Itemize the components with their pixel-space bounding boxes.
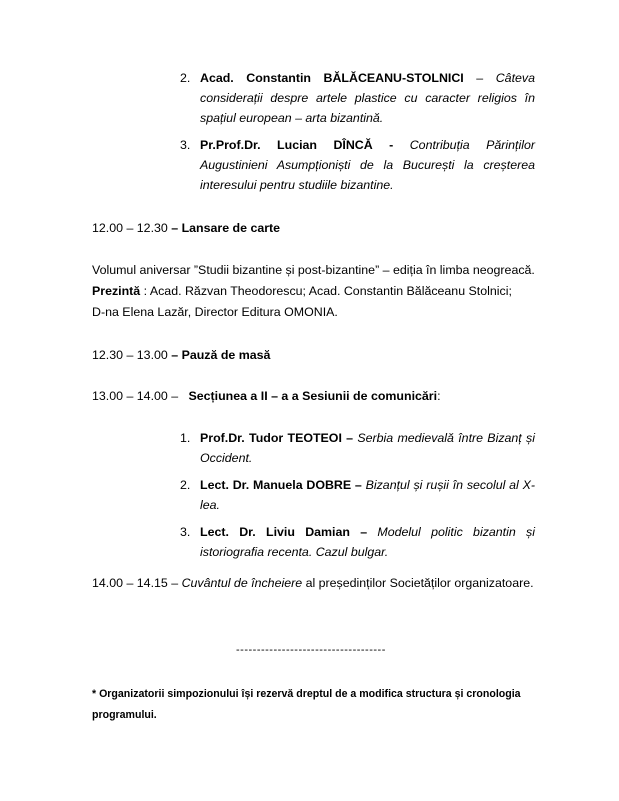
closing-rest: al președinților Societăților organizatoare. [302, 576, 534, 590]
session2-heading [92, 386, 441, 406]
separator-line: ------------------------------------ [236, 644, 386, 656]
list-item [180, 522, 535, 562]
list-number: 2. [180, 71, 191, 85]
footnote: * Organizatorii simpozionului își rezervă dreptul de a modifica structura și cronologia programului. [92, 688, 521, 721]
list-item [180, 135, 536, 195]
presenters-text: : Acad. Răzvan Theodorescu; Acad. Constantin Bălăceanu Stolnici; [140, 284, 512, 298]
talk-title: Câteva considerații despre artele plastice cu caracter religios în spațiul european – arta bizantină. [200, 71, 535, 125]
list-number: 2. [180, 478, 191, 492]
talk-title: Serbia medievală între Bizanț și Occident. [200, 431, 535, 465]
list-item [180, 475, 535, 515]
closing-time: 14.00 – 14.15 – [92, 576, 179, 590]
closing-title: Cuvântul de încheiere [181, 576, 303, 590]
list-item [180, 68, 535, 128]
presenters-label: Prezintă [92, 284, 141, 298]
launch-presenters [92, 281, 512, 301]
speaker-name: Lect. Dr. Manuela DOBRE [200, 478, 352, 492]
closing-line [92, 573, 534, 593]
session1-list [180, 68, 536, 195]
launch-presenters-line2: D-na Elena Lazăr, Director Editura OMONIA. [92, 305, 338, 319]
dash: – [349, 525, 378, 539]
dash: - [372, 138, 410, 152]
launch-description: Volumul aniversar ”Studii bizantine și post-bizantine” – ediția în limba neogreacă. [92, 263, 535, 277]
session2-time: 13.00 – 14.00 – [92, 389, 179, 403]
speaker-name: Prof.Dr. Tudor TEOTEOI [200, 431, 342, 445]
talk-title: Modelul politic bizantin și istoriografia recenta. Cazul bulgar. [200, 525, 535, 559]
speaker-name: Acad. Constantin BĂLĂCEANU-STOLNICI [200, 71, 464, 85]
dash: – [351, 478, 366, 492]
speaker-name: Pr.Prof.Dr. Lucian DÎNCĂ [200, 138, 373, 152]
launch-time: 12.00 – 12.30 [92, 221, 168, 235]
session2-colon: : [437, 389, 441, 403]
list-number: 1. [180, 431, 191, 445]
lunch-time: 12.30 – 13.00 [92, 348, 168, 362]
launch-heading [92, 218, 280, 238]
talk-title: Contribuția Părinților Augustinieni Asumpționiști de la București la creșterea interesului pentru studiile bizantine. [200, 138, 536, 192]
lunch-heading [92, 345, 270, 365]
dash: – [463, 71, 496, 85]
dash: – [341, 431, 358, 445]
list-number: 3. [180, 525, 191, 539]
list-item [180, 428, 535, 468]
speaker-name: Lect. Dr. Liviu Damian [200, 525, 350, 539]
talk-title: Bizanțul și rușii în secolul al X-lea. [200, 478, 535, 512]
session2-list [180, 428, 535, 562]
lunch-title: – Pauză de masă [171, 348, 271, 362]
session2-title: Secțiunea a II – a a Sesiunii de comunicări [188, 389, 438, 403]
launch-title: – Lansare de carte [171, 221, 281, 235]
list-number: 3. [180, 138, 191, 152]
